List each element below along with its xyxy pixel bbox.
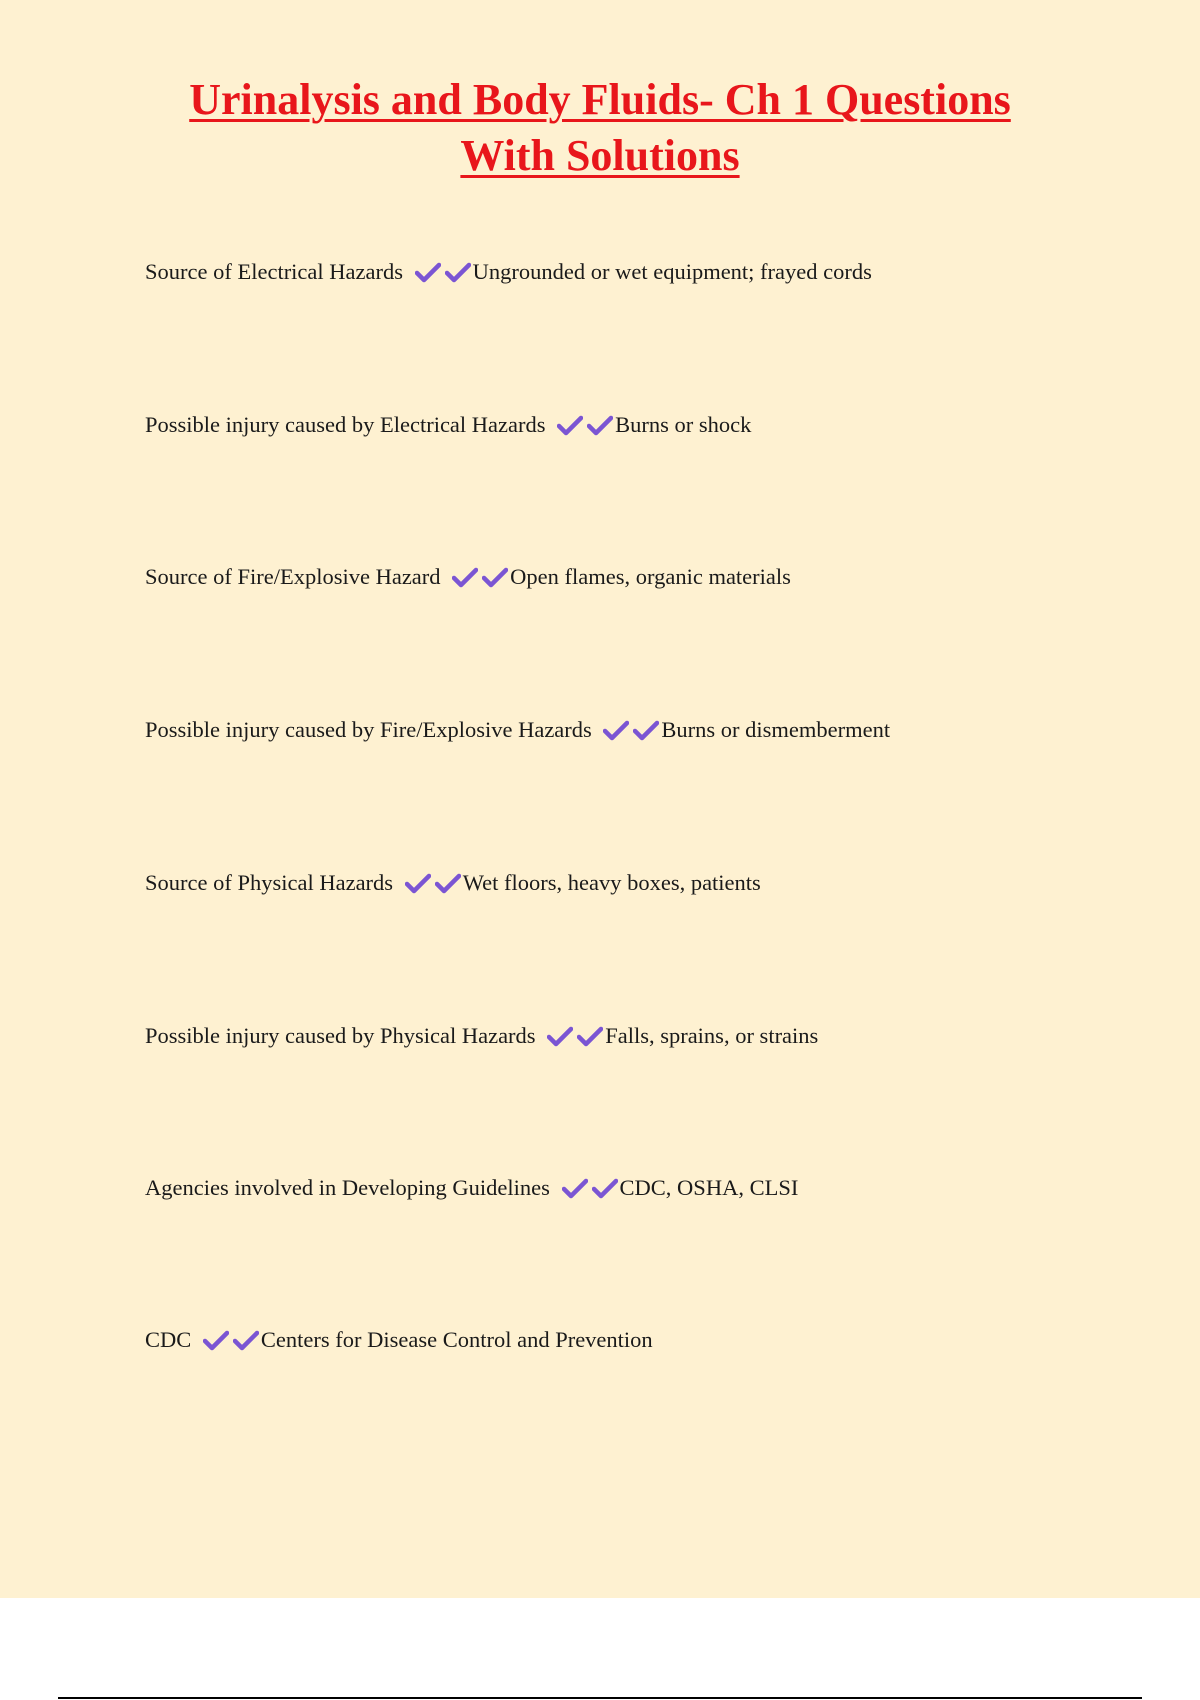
check-icon	[482, 566, 508, 588]
answer-text: Open flames, organic materials	[510, 564, 791, 589]
check-icon	[415, 261, 441, 283]
question-text: Possible injury caused by Physical Hazards	[145, 1023, 536, 1048]
question-text: Agencies involved in Developing Guidelines	[145, 1175, 550, 1200]
qa-item	[145, 410, 1145, 440]
check-icon	[547, 1025, 573, 1047]
check-icon	[435, 872, 461, 894]
answer-text: Burns or dismemberment	[661, 717, 891, 742]
qa-item	[145, 562, 1145, 592]
title-line-1: Urinalysis and Body Fluids- Ch 1 Questions	[189, 75, 1011, 124]
question-text: Possible injury caused by Electrical Hazards	[145, 412, 546, 437]
check-icon	[587, 414, 613, 436]
check-icon	[203, 1329, 229, 1351]
answer-text: Falls, sprains, or strains	[605, 1023, 819, 1048]
answer-text: Burns or shock	[615, 412, 752, 437]
check-icon	[603, 719, 629, 741]
footer-divider	[58, 1697, 1142, 1699]
title-line-2: With Solutions	[460, 131, 740, 180]
check-icon	[445, 261, 471, 283]
answer-text: Wet floors, heavy boxes, patients	[462, 870, 761, 895]
check-icon	[557, 414, 583, 436]
question-text: Source of Electrical Hazards	[145, 259, 403, 284]
qa-item	[145, 868, 1145, 898]
check-icon	[233, 1329, 259, 1351]
question-text: Source of Fire/Explosive Hazard	[145, 564, 441, 589]
answer-text: Ungrounded or wet equipment; frayed cords	[472, 259, 872, 284]
check-icon	[577, 1025, 603, 1047]
qa-item	[145, 715, 1145, 745]
qa-item	[145, 1173, 1145, 1203]
qa-item	[145, 257, 1145, 287]
question-text: CDC	[145, 1327, 192, 1352]
document-title	[100, 72, 1100, 184]
check-icon	[633, 719, 659, 741]
check-icon	[452, 566, 478, 588]
answer-text: Centers for Disease Control and Prevention	[260, 1327, 653, 1352]
qa-item	[145, 1021, 1145, 1051]
check-icon	[592, 1177, 618, 1199]
question-text: Possible injury caused by Fire/Explosive Hazards	[145, 717, 592, 742]
check-icon	[562, 1177, 588, 1199]
check-icon	[405, 872, 431, 894]
answer-text: CDC, OSHA, CLSI	[619, 1175, 799, 1200]
question-text: Source of Physical Hazards	[145, 870, 394, 895]
qa-item	[145, 1325, 1145, 1355]
